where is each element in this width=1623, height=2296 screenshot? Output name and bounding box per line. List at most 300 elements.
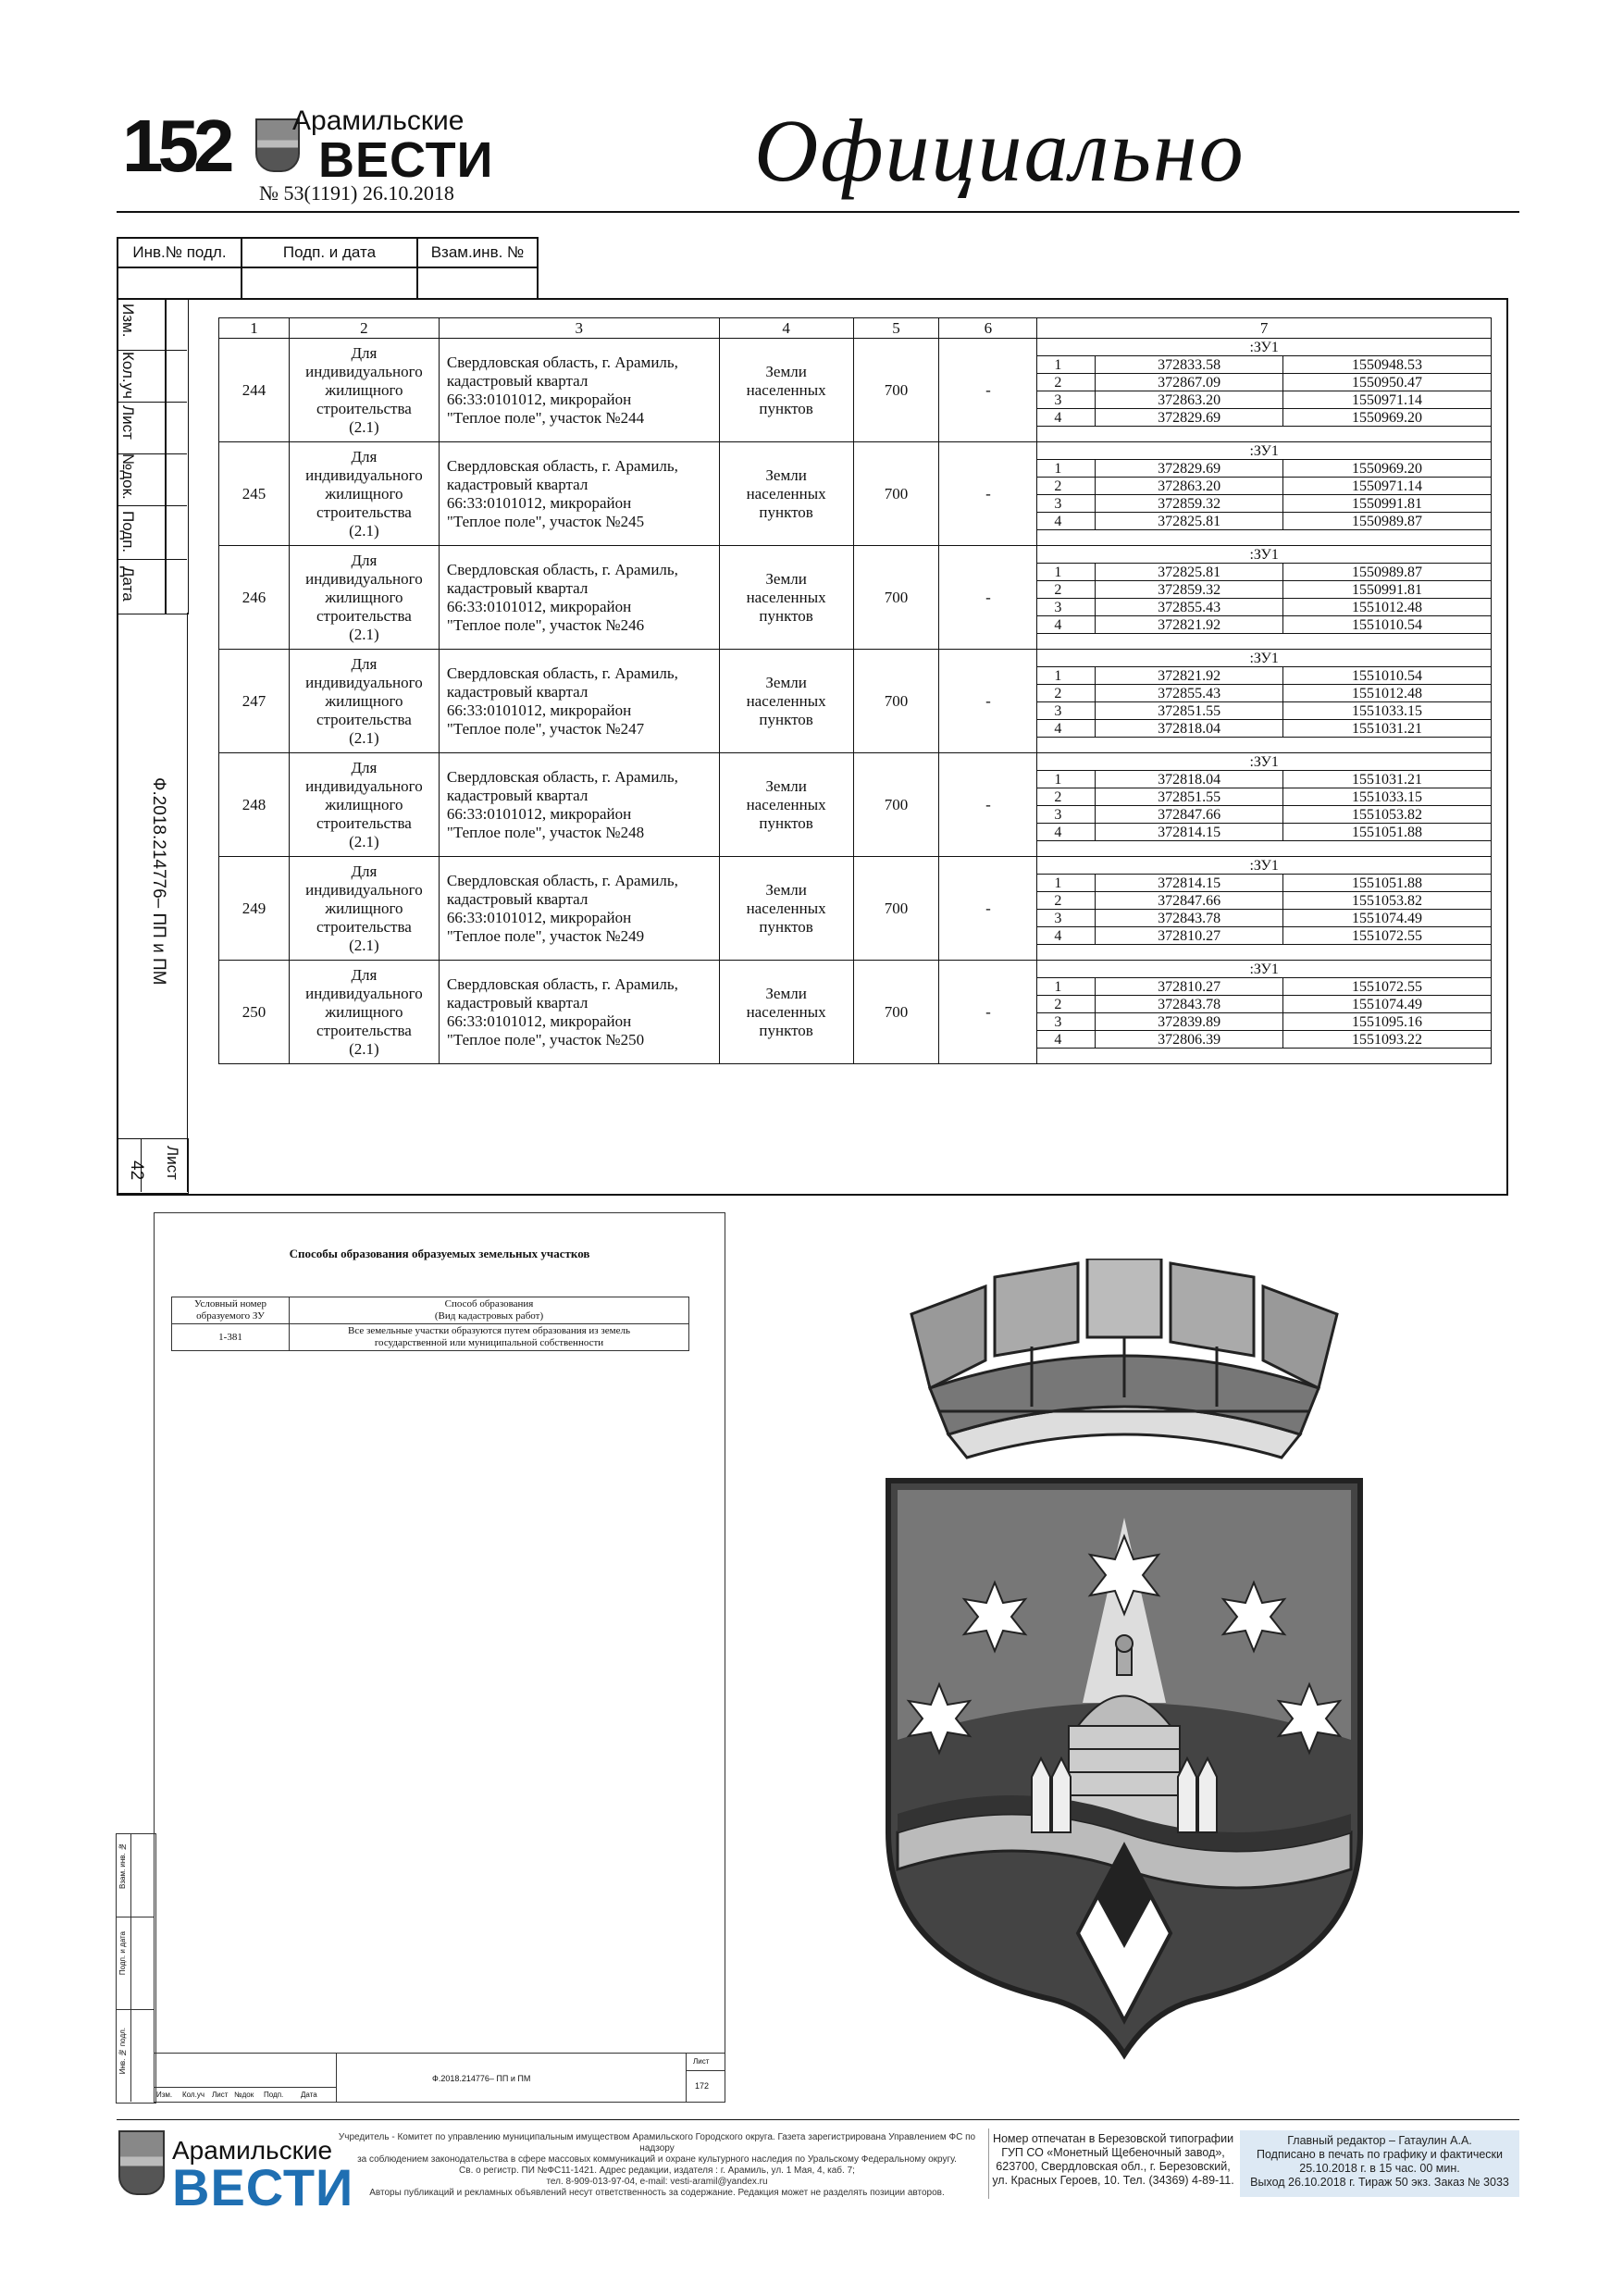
parcel-coords <box>1037 339 1492 442</box>
zu-label: :ЗУ1 <box>1037 650 1491 667</box>
category-line: Земли <box>765 569 807 588</box>
coat-of-arms-icon <box>847 1259 1402 2101</box>
zu-label: :ЗУ1 <box>1037 339 1491 356</box>
address-line: "Теплое поле", участок №245 <box>446 512 645 530</box>
address-line: Свердловская область, г. Арамиль, <box>446 664 678 682</box>
address-line: "Теплое поле", участок №246 <box>446 615 645 634</box>
side-sheet-label: Лист <box>164 1146 181 1180</box>
parcel-coords <box>1037 442 1492 546</box>
address-line: кадастровый квартал <box>446 786 588 804</box>
address-line: Свердловская область, г. Арамиль, <box>446 456 678 475</box>
purpose-line: (2.1) <box>349 832 379 850</box>
coord-row <box>1037 460 1491 478</box>
coord-y: 1551095.16 <box>1282 1013 1491 1031</box>
coord-row <box>1037 495 1491 513</box>
footer-founder-2: за соблюдением законодательства в сфере массовых коммуникаций и охране культурного наследия по Уральскому Федеральному округу. <box>357 2154 957 2165</box>
coord-x: 372833.58 <box>1096 356 1283 374</box>
category-line: населенных <box>746 1002 826 1021</box>
coord-x: 372855.43 <box>1096 599 1283 616</box>
coord-x: 372859.32 <box>1096 495 1283 513</box>
col-header-4: 4 <box>719 318 853 339</box>
coord-row <box>1037 720 1491 738</box>
methods-bl-list: Лист <box>212 2091 229 2099</box>
parcel-category <box>719 546 853 650</box>
coord-x: 372855.43 <box>1096 685 1283 702</box>
category-line: Земли <box>765 673 807 691</box>
address-line: Свердловская область, г. Арамиль, <box>446 767 678 786</box>
purpose-line: жилищного <box>325 795 403 813</box>
purpose-line: Для <box>351 965 378 984</box>
purpose-line: жилищного <box>325 691 403 710</box>
purpose-line: жилищного <box>325 1002 403 1021</box>
coords-table <box>1037 546 1491 634</box>
footer-founder-1: Учредитель - Комитет по управлению муниципальным имуществом Арамильского Городского округа. Газета зарегистрирована Управлением ФС по надзору <box>338 2132 976 2153</box>
coord-y: 1551033.15 <box>1282 788 1491 806</box>
purpose-line: Для <box>351 343 378 362</box>
address-line: "Теплое поле", участок №250 <box>446 1030 645 1049</box>
coord-x: 372847.66 <box>1096 892 1283 910</box>
parcel-address <box>439 753 719 857</box>
purpose-line: (2.1) <box>349 936 379 954</box>
coord-point: 1 <box>1037 875 1096 892</box>
coord-point: 2 <box>1037 374 1096 391</box>
address-line: кадастровый квартал <box>446 993 588 1011</box>
coord-x: 372814.15 <box>1096 824 1283 841</box>
category-line: пунктов <box>759 503 813 521</box>
coord-point: 1 <box>1037 978 1096 996</box>
table-row <box>219 857 1492 961</box>
coord-x: 372851.55 <box>1096 702 1283 720</box>
methods-side-label-1: Инв. № подл. <box>118 2028 127 2075</box>
coord-row <box>1037 910 1491 927</box>
coord-row <box>1037 702 1491 720</box>
parcel-number: 246 <box>219 546 290 650</box>
col-header-7: 7 <box>1037 318 1492 339</box>
coord-y: 1550989.87 <box>1282 513 1491 530</box>
footer-printer-2: ГУП СО «Монетный Щебеночный завод», <box>1001 2146 1225 2159</box>
coord-y: 1551093.22 <box>1282 1031 1491 1049</box>
stamp-replace: Взам.инв. № <box>417 238 538 267</box>
address-line: кадастровый квартал <box>446 682 588 701</box>
category-line: пунктов <box>759 917 813 936</box>
category-line: населенных <box>746 795 826 813</box>
address-line: кадастровый квартал <box>446 578 588 597</box>
parcel-purpose <box>289 857 439 961</box>
methods-title: Способы образования образуемых земельных участков <box>289 1247 590 1260</box>
address-line: 66:33:0101012, микрорайон <box>446 804 632 823</box>
coord-x: 372821.92 <box>1096 667 1283 685</box>
purpose-line: жилищного <box>325 380 403 399</box>
brand-main: ВЕСТИ <box>318 132 494 188</box>
parcel-col6: - <box>939 339 1037 442</box>
category-line: населенных <box>746 484 826 503</box>
methods-bottom-stamp <box>155 2053 725 2102</box>
coord-y: 1551031.21 <box>1282 720 1491 738</box>
footer-emblem-icon <box>118 2130 165 2195</box>
coord-y: 1550948.53 <box>1282 356 1491 374</box>
coord-point: 3 <box>1037 391 1096 409</box>
header-rule <box>117 211 1519 213</box>
parcel-coords <box>1037 961 1492 1064</box>
methods-bl-ndok: №док <box>234 2091 254 2099</box>
coord-row <box>1037 513 1491 530</box>
purpose-line: Для <box>351 862 378 880</box>
coord-y: 1551051.88 <box>1282 824 1491 841</box>
coord-row <box>1037 824 1491 841</box>
purpose-line: жилищного <box>325 484 403 503</box>
parcel-number: 248 <box>219 753 290 857</box>
coord-point: 4 <box>1037 824 1096 841</box>
coords-table <box>1037 442 1491 530</box>
coord-point: 4 <box>1037 720 1096 738</box>
purpose-line: Для <box>351 447 378 465</box>
category-line: Земли <box>765 362 807 380</box>
coord-x: 372818.04 <box>1096 771 1283 788</box>
parcel-col6: - <box>939 650 1037 753</box>
coord-y: 1550971.14 <box>1282 391 1491 409</box>
parcel-address <box>439 339 719 442</box>
footer-editor-1: Главный редактор – Гатаулин А.А. <box>1287 2134 1472 2147</box>
coord-point: 3 <box>1037 599 1096 616</box>
address-line: Свердловская область, г. Арамиль, <box>446 974 678 993</box>
methods-row-id: 1-381 <box>172 1324 290 1351</box>
purpose-line: Для <box>351 551 378 569</box>
coords-table <box>1037 753 1491 841</box>
methods-h2-line1: Способ образования <box>444 1298 534 1309</box>
purpose-line: Для <box>351 654 378 673</box>
parcel-col6: - <box>939 753 1037 857</box>
coord-x: 372818.04 <box>1096 720 1283 738</box>
purpose-line: индивидуального <box>305 362 423 380</box>
coord-y: 1550991.81 <box>1282 495 1491 513</box>
coord-y: 1550991.81 <box>1282 581 1491 599</box>
side-label-ndok: №док. <box>119 453 137 500</box>
coord-row <box>1037 356 1491 374</box>
parcel-purpose <box>289 650 439 753</box>
parcel-area: 700 <box>853 857 939 961</box>
purpose-line: строительства <box>316 1021 412 1039</box>
parcel-purpose <box>289 442 439 546</box>
category-line: пунктов <box>759 813 813 832</box>
category-line: Земли <box>765 984 807 1002</box>
section-title: Официально <box>754 101 1245 200</box>
zu-label: :ЗУ1 <box>1037 546 1491 564</box>
parcel-purpose <box>289 339 439 442</box>
coord-y: 1550989.87 <box>1282 564 1491 581</box>
parcel-coords <box>1037 857 1492 961</box>
zu-label: :ЗУ1 <box>1037 961 1491 978</box>
purpose-line: индивидуального <box>305 984 423 1002</box>
parcel-address <box>439 961 719 1064</box>
coord-x: 372863.20 <box>1096 391 1283 409</box>
parcel-area: 700 <box>853 546 939 650</box>
coord-point: 4 <box>1037 927 1096 945</box>
coord-y: 1551033.15 <box>1282 702 1491 720</box>
purpose-line: строительства <box>316 606 412 625</box>
side-label-izm: Изм. <box>119 304 137 338</box>
footer-founder-5: Авторы публикаций и рекламных объявлений несут ответственность за содержание. Редакция может не разделять позиции авторов. <box>369 2188 945 2198</box>
coord-point: 1 <box>1037 460 1096 478</box>
coord-y: 1551012.48 <box>1282 685 1491 702</box>
purpose-line: жилищного <box>325 588 403 606</box>
parcel-category <box>719 650 853 753</box>
coord-y: 1551074.49 <box>1282 910 1491 927</box>
footer-editor-2: Подписано в печать по графику и фактически <box>1257 2148 1503 2161</box>
coord-x: 372863.20 <box>1096 478 1283 495</box>
methods-bl-data: Дата <box>301 2091 317 2099</box>
coord-x: 372847.66 <box>1096 806 1283 824</box>
address-line: кадастровый квартал <box>446 475 588 493</box>
parcel-coords <box>1037 753 1492 857</box>
address-line: "Теплое поле", участок №247 <box>446 719 645 738</box>
brand-top: Арамильские <box>292 105 465 136</box>
purpose-line: индивидуального <box>305 776 423 795</box>
coord-point: 1 <box>1037 356 1096 374</box>
zu-label: :ЗУ1 <box>1037 857 1491 875</box>
footer-printer-3: 623700, Свердловская обл., г. Березовский, <box>996 2160 1231 2173</box>
methods-bl-izm: Изм. <box>156 2091 173 2099</box>
parcel-col6: - <box>939 857 1037 961</box>
category-line: населенных <box>746 380 826 399</box>
purpose-line: Для <box>351 758 378 776</box>
parcel-number: 245 <box>219 442 290 546</box>
coord-y: 1551053.82 <box>1282 806 1491 824</box>
coord-point: 3 <box>1037 495 1096 513</box>
coord-row <box>1037 616 1491 634</box>
methods-row-line1: Все земельные участки образуются путем образования из земель <box>348 1325 630 1336</box>
address-line: Свердловская область, г. Арамиль, <box>446 353 678 371</box>
parcel-coords <box>1037 650 1492 753</box>
methods-sheet <box>118 1212 725 2103</box>
purpose-line: строительства <box>316 813 412 832</box>
methods-side-label-3: Взам. инв. № <box>118 1843 127 1889</box>
coord-row <box>1037 875 1491 892</box>
coord-row <box>1037 788 1491 806</box>
parcel-address <box>439 650 719 753</box>
methods-bl-podp: Подп. <box>264 2091 284 2099</box>
coord-row <box>1037 771 1491 788</box>
coords-table <box>1037 339 1491 427</box>
parcel-number: 247 <box>219 650 290 753</box>
coord-y: 1551074.49 <box>1282 996 1491 1013</box>
parcel-purpose <box>289 961 439 1064</box>
coord-point: 2 <box>1037 478 1096 495</box>
coord-point: 2 <box>1037 685 1096 702</box>
coord-x: 372843.78 <box>1096 910 1283 927</box>
col-header-6: 6 <box>939 318 1037 339</box>
parcel-col6: - <box>939 546 1037 650</box>
coord-point: 4 <box>1037 1031 1096 1049</box>
coord-point: 2 <box>1037 788 1096 806</box>
parcel-area: 700 <box>853 339 939 442</box>
address-line: "Теплое поле", участок №244 <box>446 408 645 427</box>
coord-point: 2 <box>1037 581 1096 599</box>
side-label-podp: Подп. <box>119 511 137 553</box>
address-line: 66:33:0101012, микрорайон <box>446 908 632 926</box>
table-row <box>219 961 1492 1064</box>
address-line: 66:33:0101012, микрорайон <box>446 493 632 512</box>
coord-x: 372825.81 <box>1096 564 1283 581</box>
side-label-list: Лист <box>119 405 137 440</box>
coord-point: 2 <box>1037 996 1096 1013</box>
purpose-line: строительства <box>316 503 412 521</box>
methods-h2-line2: (Вид кадастровых работ) <box>434 1310 544 1322</box>
category-line: населенных <box>746 691 826 710</box>
coord-x: 372843.78 <box>1096 996 1283 1013</box>
parcel-area: 700 <box>853 753 939 857</box>
coord-point: 3 <box>1037 702 1096 720</box>
parcel-purpose <box>289 546 439 650</box>
coord-row <box>1037 667 1491 685</box>
coord-x: 372814.15 <box>1096 875 1283 892</box>
coord-x: 372806.39 <box>1096 1031 1283 1049</box>
coords-table <box>1037 961 1491 1049</box>
coord-point: 2 <box>1037 892 1096 910</box>
page-number: 152 <box>122 105 229 187</box>
footer-printer-1: Номер отпечатан в Березовской типографии <box>992 2132 1234 2145</box>
coord-x: 372821.92 <box>1096 616 1283 634</box>
coord-point: 4 <box>1037 616 1096 634</box>
coord-row <box>1037 478 1491 495</box>
footer-printer-4: ул. Красных Героев, 10. Тел. (34369) 4-89-11. <box>992 2174 1234 2187</box>
purpose-line: жилищного <box>325 899 403 917</box>
col-header-5: 5 <box>853 318 939 339</box>
issue-number: № 53(1191) 26.10.2018 <box>259 181 454 205</box>
coord-point: 4 <box>1037 409 1096 427</box>
parcel-area: 700 <box>853 442 939 546</box>
coord-y: 1550971.14 <box>1282 478 1491 495</box>
parcel-category <box>719 339 853 442</box>
coord-x: 372825.81 <box>1096 513 1283 530</box>
coord-row <box>1037 978 1491 996</box>
parcel-number: 249 <box>219 857 290 961</box>
address-line: Свердловская область, г. Арамиль, <box>446 871 678 889</box>
coord-y: 1551053.82 <box>1282 892 1491 910</box>
coord-y: 1550950.47 <box>1282 374 1491 391</box>
coord-point: 3 <box>1037 910 1096 927</box>
zu-label: :ЗУ1 <box>1037 753 1491 771</box>
footer-rule <box>117 2119 1519 2120</box>
stamp-sign: Подп. и дата <box>242 238 417 267</box>
purpose-line: строительства <box>316 710 412 728</box>
purpose-line: строительства <box>316 917 412 936</box>
address-line: 66:33:0101012, микрорайон <box>446 1011 632 1030</box>
methods-sheet-number: 172 <box>695 2081 710 2091</box>
methods-doc-code: Ф.2018.214776– ПП и ПМ <box>432 2074 531 2083</box>
table-row <box>219 546 1492 650</box>
coord-point: 1 <box>1037 771 1096 788</box>
footer-editor-4: Выход 26.10.2018 г. Тираж 50 экз. Заказ № 3033 <box>1250 2176 1509 2189</box>
parcels-table <box>218 317 1492 1064</box>
purpose-line: (2.1) <box>349 521 379 540</box>
purpose-line: (2.1) <box>349 625 379 643</box>
col-header-3: 3 <box>439 318 719 339</box>
parcel-coords <box>1037 546 1492 650</box>
coord-point: 1 <box>1037 564 1096 581</box>
coord-row <box>1037 1013 1491 1031</box>
coord-row <box>1037 599 1491 616</box>
parcel-purpose <box>289 753 439 857</box>
parcel-area: 700 <box>853 961 939 1064</box>
address-line: Свердловская область, г. Арамиль, <box>446 560 678 578</box>
category-line: пунктов <box>759 399 813 417</box>
category-line: Земли <box>765 880 807 899</box>
stamp-inv: Инв.№ подл. <box>118 238 242 267</box>
parcel-category <box>719 442 853 546</box>
coord-y: 1551072.55 <box>1282 927 1491 945</box>
coord-row <box>1037 409 1491 427</box>
zu-label: :ЗУ1 <box>1037 442 1491 460</box>
category-line: Земли <box>765 465 807 484</box>
purpose-line: индивидуального <box>305 569 423 588</box>
coord-point: 3 <box>1037 1013 1096 1031</box>
parcel-address <box>439 442 719 546</box>
coord-x: 372859.32 <box>1096 581 1283 599</box>
methods-h1-line2: образуемого ЗУ <box>196 1310 265 1322</box>
methods-table <box>171 1297 689 1351</box>
coord-y: 1551031.21 <box>1282 771 1491 788</box>
parcel-area: 700 <box>853 650 939 753</box>
coord-x: 372829.69 <box>1096 460 1283 478</box>
coord-row <box>1037 374 1491 391</box>
coord-point: 3 <box>1037 806 1096 824</box>
coord-y: 1550969.20 <box>1282 409 1491 427</box>
parcel-address <box>439 546 719 650</box>
parcel-category <box>719 857 853 961</box>
parcel-number: 250 <box>219 961 290 1064</box>
coord-y: 1550969.20 <box>1282 460 1491 478</box>
coord-x: 372839.89 <box>1096 1013 1283 1031</box>
footer-brand-top: Арамильские <box>172 2136 333 2165</box>
coord-row <box>1037 927 1491 945</box>
table-row <box>219 753 1492 857</box>
category-line: пунктов <box>759 710 813 728</box>
coord-row <box>1037 391 1491 409</box>
parcel-category <box>719 961 853 1064</box>
purpose-line: строительства <box>316 399 412 417</box>
purpose-line: (2.1) <box>349 728 379 747</box>
coords-table <box>1037 650 1491 738</box>
address-line: кадастровый квартал <box>446 371 588 390</box>
category-line: пунктов <box>759 606 813 625</box>
category-line: Земли <box>765 776 807 795</box>
coord-x: 372829.69 <box>1096 409 1283 427</box>
footer-editor-3: 25.10.2018 г. в 15 час. 00 мин. <box>1299 2162 1460 2175</box>
purpose-line: индивидуального <box>305 673 423 691</box>
address-line: "Теплое поле", участок №248 <box>446 823 645 841</box>
parcel-col6: - <box>939 442 1037 546</box>
purpose-line: индивидуального <box>305 465 423 484</box>
footer-founder-4: тел. 8-909-013-97-04, e-mail: vesti-aramil@yandex.ru <box>546 2177 768 2187</box>
coord-y: 1551072.55 <box>1282 978 1491 996</box>
category-line: населенных <box>746 899 826 917</box>
coord-row <box>1037 685 1491 702</box>
coord-y: 1551010.54 <box>1282 616 1491 634</box>
coord-row <box>1037 806 1491 824</box>
methods-sheet-label: Лист <box>693 2057 710 2066</box>
address-line: 66:33:0101012, микрорайон <box>446 701 632 719</box>
purpose-line: индивидуального <box>305 880 423 899</box>
table-row <box>219 339 1492 442</box>
coords-table <box>1037 857 1491 945</box>
coord-row <box>1037 996 1491 1013</box>
methods-row-line2: государственной или муниципальной собственности <box>374 1337 604 1348</box>
address-line: "Теплое поле", участок №249 <box>446 926 645 945</box>
purpose-line: (2.1) <box>349 1039 379 1058</box>
category-line: населенных <box>746 588 826 606</box>
stamp-top <box>117 237 539 300</box>
coord-x: 372867.09 <box>1096 374 1283 391</box>
